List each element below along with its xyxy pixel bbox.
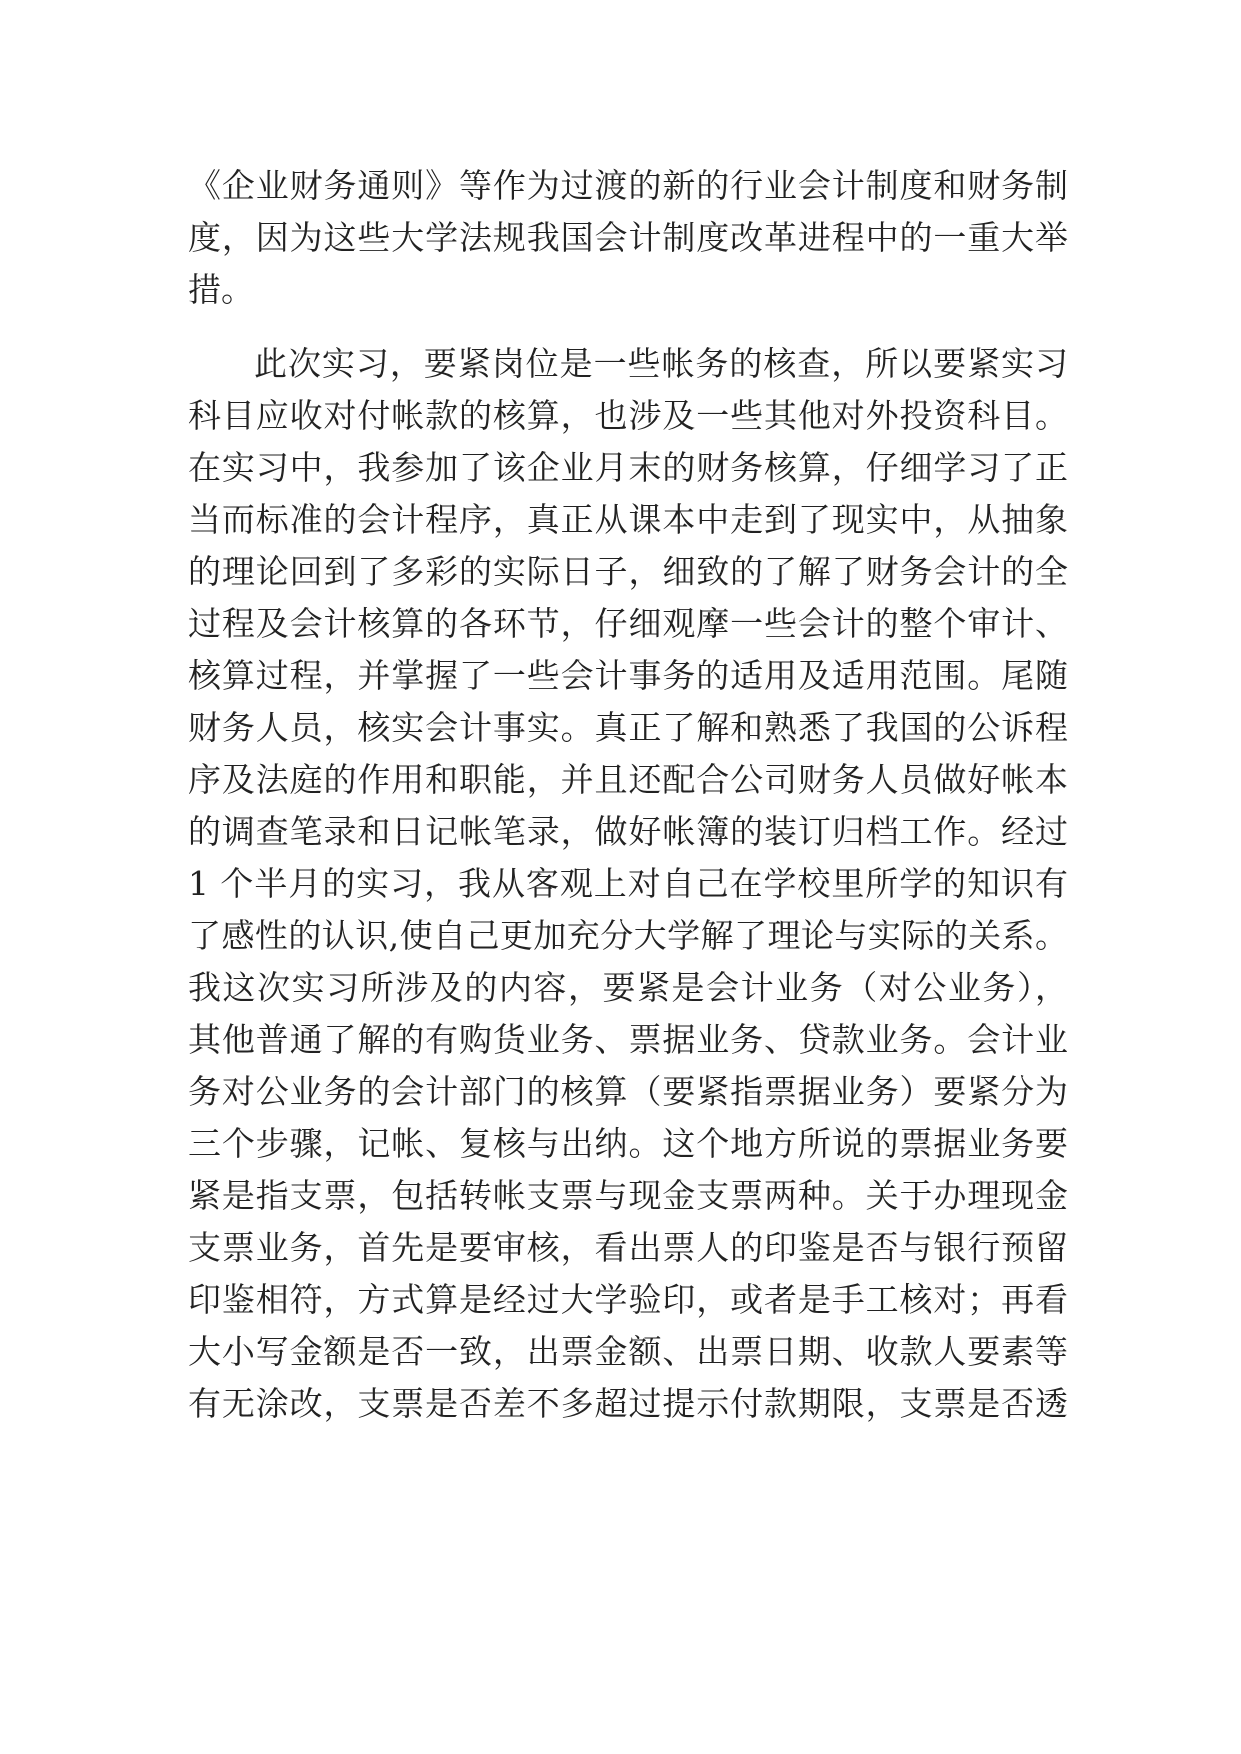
text-line: 有无涂改，支票是否差不多超过提示付款期限，支票是否透 — [188, 1384, 1068, 1423]
text-line: 科目应收对付帐款的核算，也涉及一些其他对外投资科目。 — [188, 396, 1068, 435]
text-line: 了感性的认识,使自己更加充分大学解了理论与实际的关系。 — [188, 916, 1068, 955]
paragraph-1 — [188, 160, 1068, 316]
text-line: 的理论回到了多彩的实际日子，细致的了解了财务会计的全 — [188, 552, 1068, 591]
paragraph-gap — [188, 316, 1068, 338]
text-line: 的调查笔录和日记帐笔录，做好帐簿的装订归档工作。经过 — [188, 812, 1068, 851]
text-line: 财务人员，核实会计事实。真正了解和熟悉了我国的公诉程 — [188, 708, 1068, 747]
text-line: 序及法庭的作用和职能，并且还配合公司财务人员做好帐本 — [188, 760, 1068, 799]
text-line: 1 个半月的实习，我从客观上对自己在学校里所学的知识有 — [188, 864, 1068, 903]
text-line: 过程及会计核算的各环节，仔细观摩一些会计的整个审计、 — [188, 604, 1068, 643]
text-line: 《企业财务通则》等作为过渡的新的行业会计制度和财务制 — [188, 166, 1068, 205]
body-text — [188, 160, 1068, 1430]
text-line: 此次实习，要紧岗位是一些帐务的核查，所以要紧实习 — [254, 344, 1068, 383]
text-line: 措。 — [188, 270, 254, 309]
text-line: 三个步骤，记帐、复核与出纳。这个地方所说的票据业务要 — [188, 1124, 1068, 1163]
text-line: 大小写金额是否一致，出票金额、出票日期、收款人要素等 — [188, 1332, 1068, 1371]
text-line: 当而标准的会计程序，真正从课本中走到了现实中，从抽象 — [188, 500, 1068, 539]
text-line: 度，因为这些大学法规我国会计制度改革进程中的一重大举 — [188, 218, 1068, 257]
paragraph-2 — [188, 338, 1068, 1430]
text-line: 务对公业务的会计部门的核算（要紧指票据业务）要紧分为 — [188, 1072, 1068, 1111]
text-line: 支票业务，首先是要审核，看出票人的印鉴是否与银行预留 — [188, 1228, 1068, 1267]
text-line: 我这次实习所涉及的内容，要紧是会计业务（对公业务）， — [188, 968, 1068, 1007]
text-line: 紧是指支票，包括转帐支票与现金支票两种。关于办理现金 — [188, 1176, 1068, 1215]
text-line: 印鉴相符，方式算是经过大学验印，或者是手工核对；再看 — [188, 1280, 1068, 1319]
text-line: 其他普通了解的有购货业务、票据业务、贷款业务。会计业 — [188, 1020, 1068, 1059]
text-line: 核算过程，并掌握了一些会计事务的适用及适用范围。尾随 — [188, 656, 1068, 695]
text-line: 在实习中，我参加了该企业月末的财务核算，仔细学习了正 — [188, 448, 1068, 487]
